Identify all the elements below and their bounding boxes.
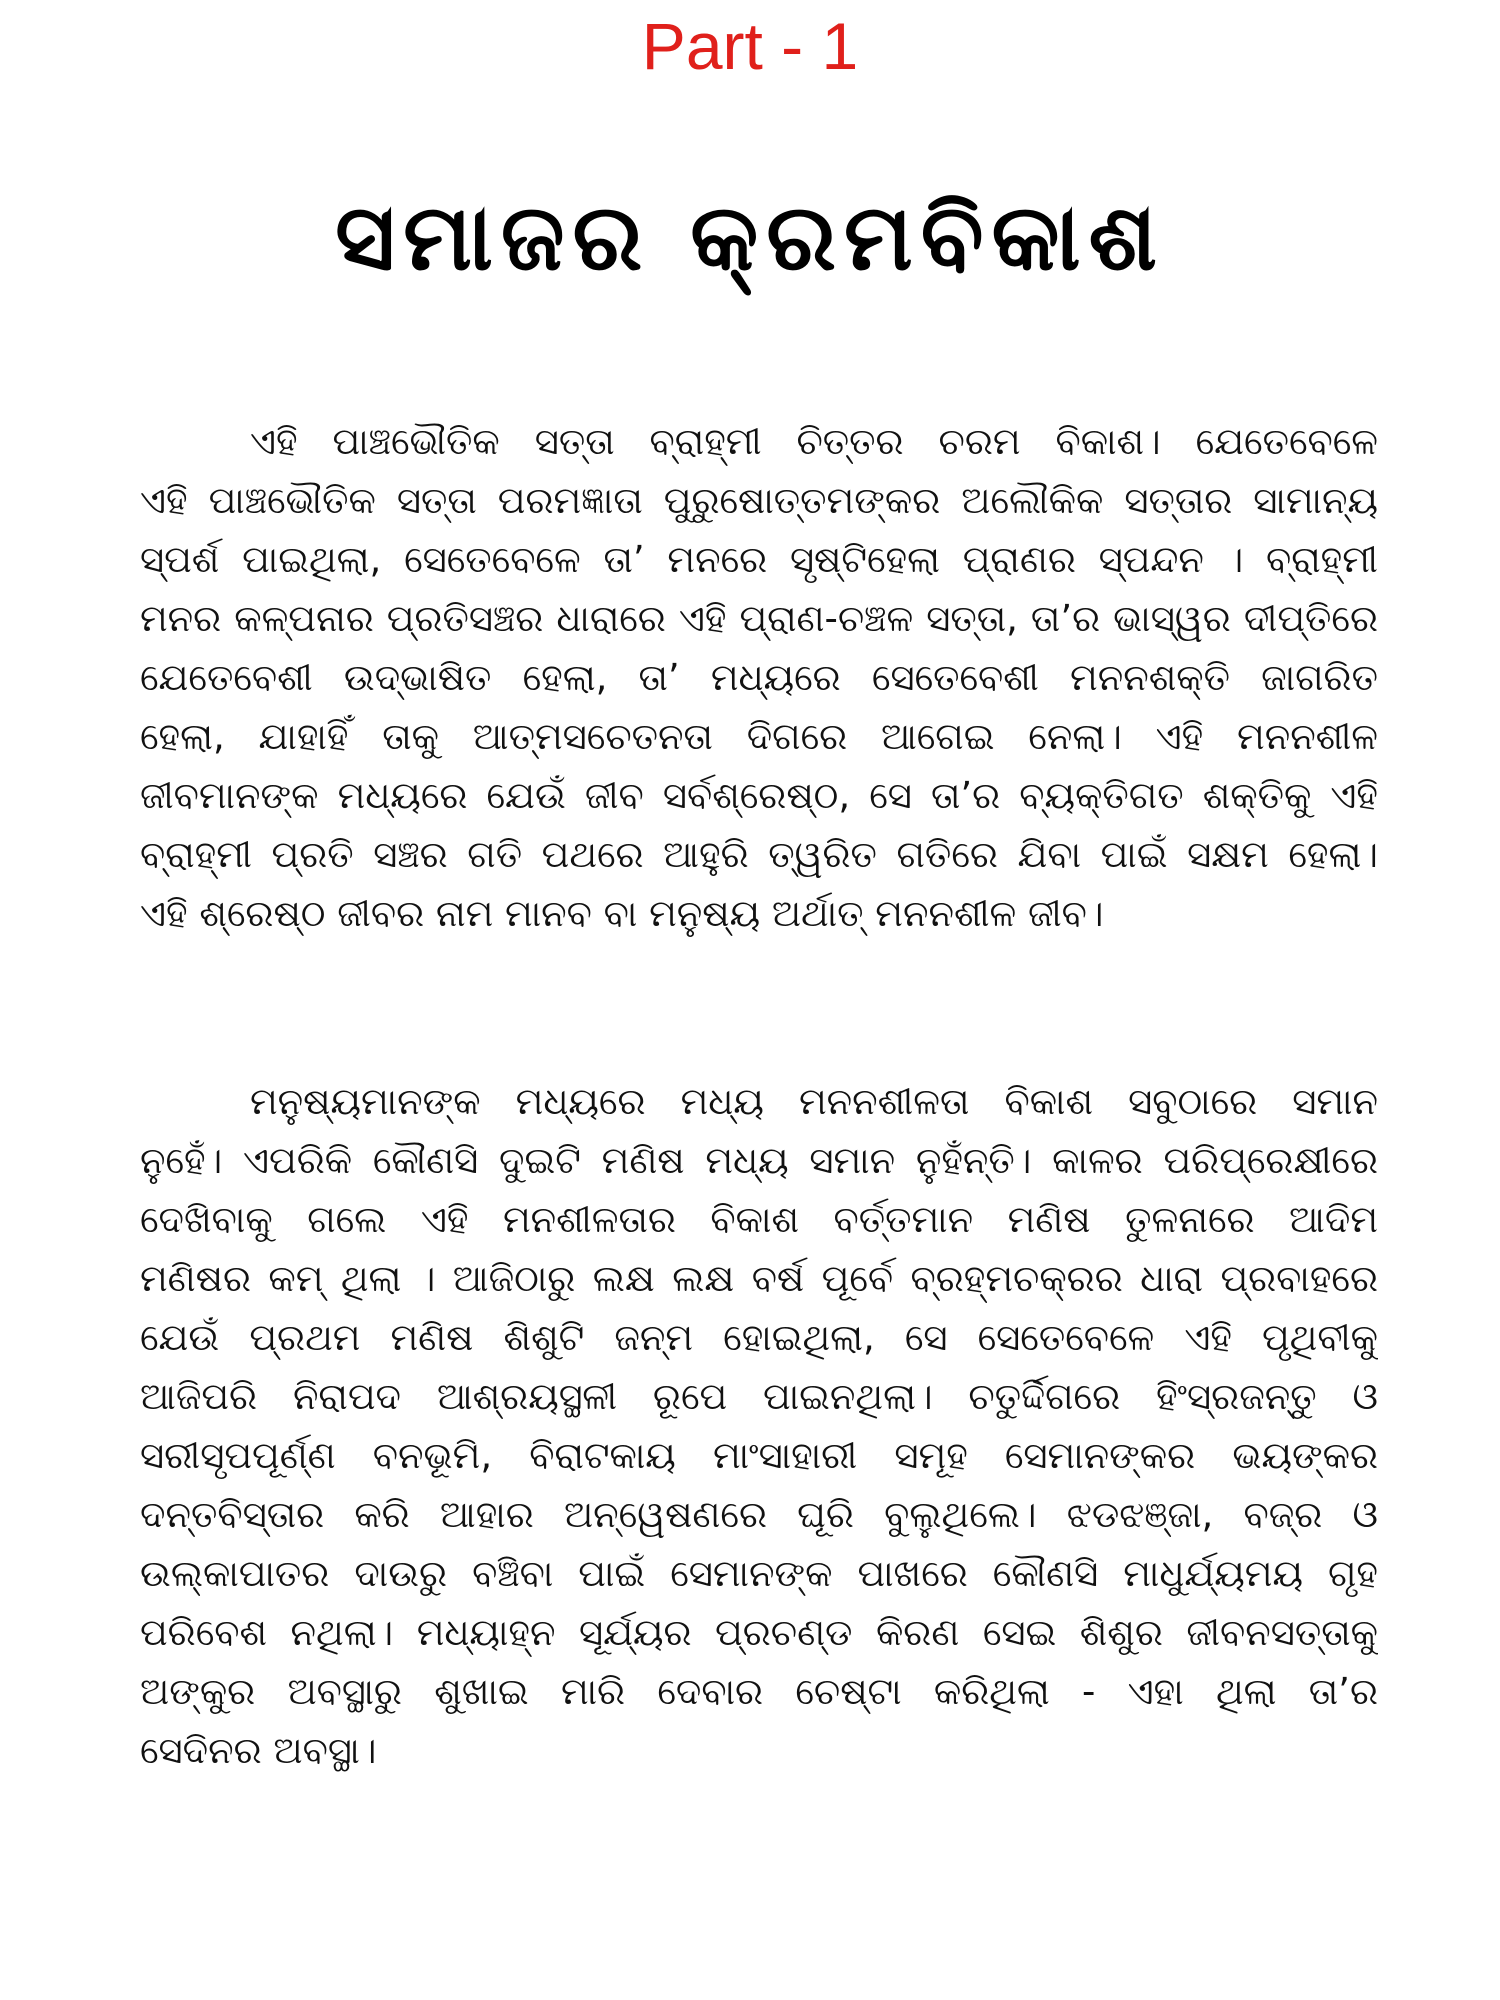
paragraph-line: ଏହି ଶ୍ରେଷ୍ଠ ଜୀବର ନାମ ମାନବ ବା ମନୁଷ୍ୟ ଅର୍ଥାତ୍ ମନନଶୀଳ ଜୀବ। (140, 892, 1104, 935)
paragraph-line: ଅଙ୍କୁର ଅବସ୍ଥାରୁ ଶୁଖାଇ ମାରି ଦେବାର ଚେଷ୍ଟା କରିଥିଲା - ଏହା ଥିଲା ତା’ର (140, 1670, 1378, 1713)
paragraph-line: ମନୁଷ୍ୟମାନଙ୍କ ମଧ୍ୟରେ ମଧ୍ୟ ମନନଶୀଳତା ବିକାଶ ସବୁଠାରେ ସମାନ (250, 1080, 1378, 1123)
paragraph-line: ମଣିଷର କମ୍ ଥିଲା । ଆଜିଠାରୁ ଲକ୍ଷ ଲକ୍ଷ ବର୍ଷ ପୂର୍ବେ ବ୍ରହ୍ମଚକ୍ରର ଧାରା ପ୍ରବାହରେ (140, 1257, 1378, 1300)
paragraph-line: ଦନ୍ତବିସ୍ତାର କରି ଆହାର ଅନ୍ୱେଷଣରେ ଘୂରି ବୁଲୁଥିଲେ। ଝଡଝଞ୍ଜା, ବଜ୍ର ଓ (140, 1493, 1378, 1536)
paragraph-line: ମନର କଳ୍ପନାର ପ୍ରତିସଞ୍ଚର ଧାରାରେ ଏହି ପ୍ରାଣ-ଚଞ୍ଚଳ ସତ୍ତା, ତା’ର ଭାସ୍ୱର ଦୀପ୍ତିରେ (140, 597, 1378, 640)
paragraph-line: ଉଲ୍‌କାପାତର ଦାଉରୁ ବଞ୍ଚିବା ପାଇଁ ସେମାନଙ୍କ ପାଖରେ କୌଣସି ମାଧୁର୍ଯ୍ୟମୟ ଗୃହ (140, 1552, 1378, 1595)
paragraph-line: ସେଦିନର ଅବସ୍ଥା। (140, 1729, 377, 1772)
paragraph-line: ସ୍ପର୍ଶ ପାଇଥିଲା, ସେତେବେଳେ ତା’ ମନରେ ସୃଷ୍ଟିହେଲା ପ୍ରାଣର ସ୍ପନ୍ଦନ । ବ୍ରାହ୍ମୀ (140, 538, 1378, 581)
paragraph-line: ଏହି ପାଞ୍ଚଭୌତିକ ସତ୍ତା ବ୍ରାହ୍ମୀ ଚିତ୍ତର ଚରମ ବିକାଶ। ଯେତେବେଳେ (250, 420, 1378, 463)
paragraph-line: ହେଲା, ଯାହାହିଁ ତାକୁ ଆତ୍ମସଚେତନତା ଦିଗରେ ଆଗେଇ ନେଲା। ଏହି ମନନଶୀଳ (140, 715, 1378, 758)
paragraph-line: ସରୀସୃପପୂର୍ଣ୍ଣ ବନଭୂମି, ବିରାଟକାୟ ମାଂସାହାରୀ ସମୂହ ସେମାନଙ୍କର ଭୟଙ୍କର (140, 1434, 1378, 1477)
paragraph-line: ଯେତେବେଶୀ ଉଦ୍‌ଭାଷିତ ହେଲା, ତା’ ମଧ୍ୟରେ ସେତେବେଶୀ ମନନଶକ୍ତି ଜାଗରିତ (140, 656, 1378, 699)
paragraph-1 (140, 412, 1378, 943)
paragraph-line: ନୁହେଁ। ଏପରିକି କୌଣସି ଦୁଇଟି ମଣିଷ ମଧ୍ୟ ସମାନ ନୁହଁନ୍ତି। କାଳର ପରିପ୍ରେକ୍ଷୀରେ (140, 1139, 1378, 1182)
part-label: Part - 1 (641, 9, 859, 83)
paragraph-line: ଯେଉଁ ପ୍ରଥମ ମଣିଷ ଶିଶୁଟି ଜନ୍ମ ହୋଇଥିଲା, ସେ ସେତେବେଳେ ଏହି ପୃଥିବୀକୁ (140, 1316, 1378, 1359)
paragraph-line: ବ୍ରାହ୍ମୀ ପ୍ରତି ସଞ୍ଚର ଗତି ପଥରେ ଆହୁରି ତ୍ୱରିତ ଗତିରେ ଯିବା ପାଇଁ ସକ୍ଷମ ହେଲା। (140, 833, 1378, 876)
paragraph-2 (140, 1072, 1378, 1780)
paragraph-line: ପରିବେଶ ନଥିଲା। ମଧ୍ୟାହ୍ନ ସୂର୍ଯ୍ୟର ପ୍ରଚଣ୍ଡ କିରଣ ସେଇ ଶିଶୁର ଜୀବନସତ୍ତାକୁ (140, 1611, 1378, 1654)
paragraph-line: ଆଜିପରି ନିରାପଦ ଆଶ୍ରୟସ୍ଥଳୀ ରୂପେ ପାଇନଥିଲା। ଚତୁର୍ଦ୍ଦିଗରେ ହିଂସ୍ରଜନ୍ତୁ ଓ (140, 1375, 1378, 1418)
paragraph-line: ଦେଖିବାକୁ ଗଲେ ଏହି ମନଶୀଳତାର ବିକାଶ ବର୍ତ୍ତମାନ ମଣିଷ ତୁଳନାରେ ଆଦିମ (140, 1198, 1378, 1241)
chapter-title: ସମାଜର କ୍ରମବିକାଶ (335, 184, 1165, 291)
paragraph-line: ଜୀବମାନଙ୍କ ମଧ୍ୟରେ ଯେଉଁ ଜୀବ ସର୍ବଶ୍ରେଷ୍ଠ, ସେ ତା’ର ବ୍ୟକ୍ତିଗତ ଶକ୍ତିକୁ ଏହି (140, 774, 1378, 817)
paragraph-line: ଏହି ପାଞ୍ଚଭୌତିକ ସତ୍ତା ପରମଜ୍ଞାତା ପୁରୁଷୋତ୍ତମଙ୍କର ଅଲୌକିକ ସତ୍ତାର ସାମାନ୍ୟ (140, 479, 1378, 522)
